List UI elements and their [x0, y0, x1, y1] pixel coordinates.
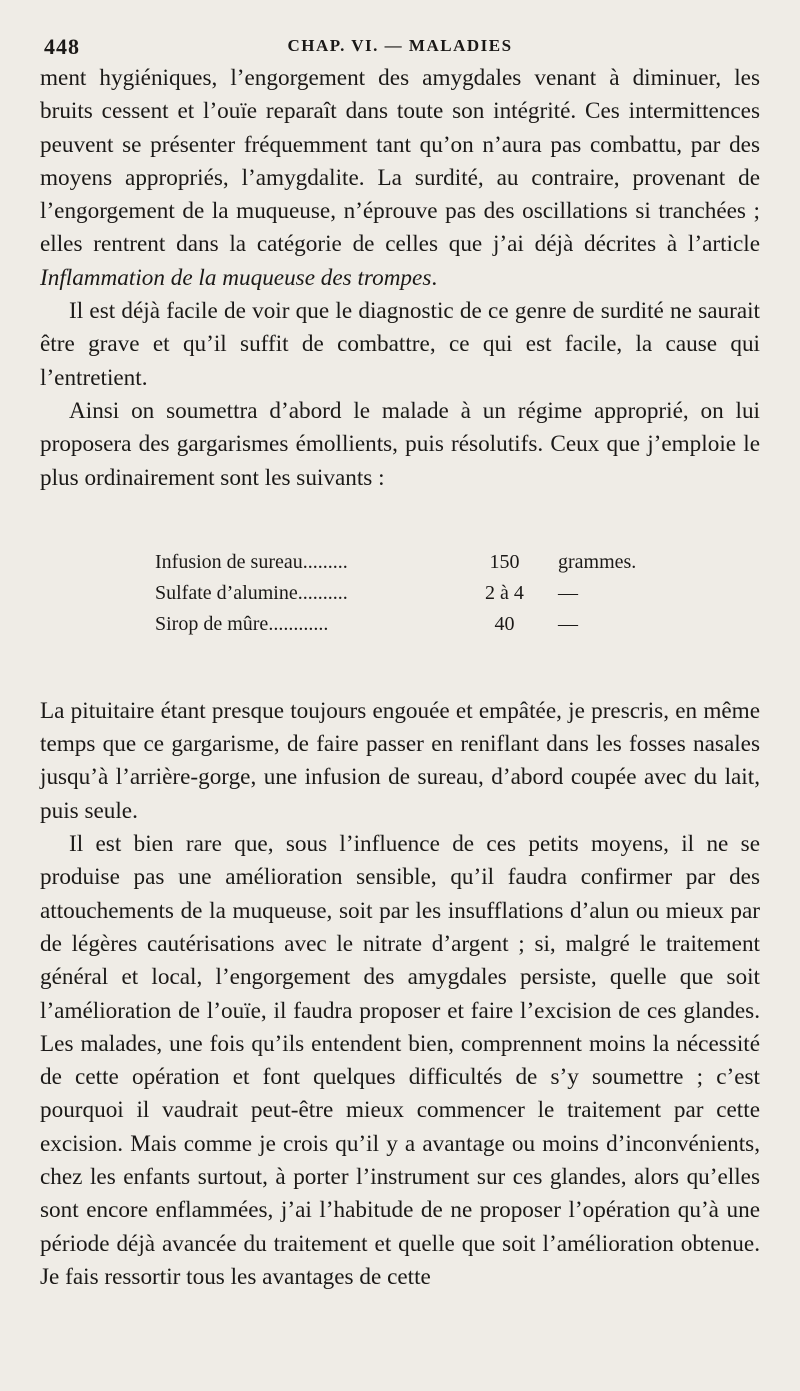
ingredient-unit: —	[558, 581, 578, 604]
paragraph	[40, 62, 760, 295]
running-title: CHAP. VI. — MALADIES	[287, 36, 513, 55]
ingredient-quantity: 150	[489, 550, 520, 573]
formula-row	[155, 609, 760, 640]
formula-row	[155, 547, 760, 578]
paragraph: Il est bien rare que, sous l’influence de ces petits moyens, il ne se produise pas une amélioration sensible, qu’il faudra confirmer par des attouchements de la muqueuse, soit par les insufflations d’alun ou mieux par de légères cautérisations avec le nitrate d’argent ; si, malgré le traitement général et local, l’engorgement des amygdales persiste, quelle que soit l’amélioration de l’ouïe, il faudra proposer et faire l’excision de ces glandes. Les malades, une fois qu’ils entendent bien, comprennent moins la nécessité de cette opération et font quelques difficultés de s’y soumettre ; c’est pourquoi il vaudrait peut-être mieux commencer le traitement par cette excision. Mais comme je crois qu’il y a avantage ou moins d’inconvénients, chez les enfants surtout, à porter l’instrument sur ces glandes, alors qu’elles sont encore enflammées, j’ai l’habitude de ne proposer l’opération qu’à une période déjà avancée du traitement et quelle que soit l’amélioration obtenue. Je fais ressortir tous les avantages de cette	[40, 831, 760, 1290]
ingredient-unit: grammes.	[558, 550, 637, 573]
body-text	[40, 62, 760, 1294]
ingredient-name: Sulfate d’alumine..........	[155, 581, 348, 604]
running-head	[40, 30, 760, 62]
paragraph-text: ment hygiéniques, l’engorgement des amygdales venant à diminuer, les bruits cessent et l’ouïe reparaît dans toute son intégrité. Ces intermittences peuvent se présenter fréquemment tant qu’on n’aura pas combattu, par des moyens appropriés, l’amygdalite. La surdité, au contraire, provenant de l’engorgement de la muqueuse, n’éprouve pas des oscillations si tranchées ; elles rentrent dans la catégorie de celles que j’ai déjà décrites à l’article	[40, 65, 760, 258]
ingredient-quantity: 2 à 4	[485, 581, 524, 604]
page-number: 448	[44, 34, 80, 59]
gargle-formula	[155, 547, 760, 640]
ingredient-unit: —	[558, 612, 578, 635]
ingredient-name: Sirop de mûre............	[155, 612, 329, 635]
paragraph: La pituitaire étant presque toujours engouée et empâtée, je prescris, en même temps que ce gargarisme, de faire passer en reniflant dans les fosses nasales jusqu’à l’arrière-gorge, une infusion de sureau, d’abord coupée avec du lait, puis seule.	[40, 697, 760, 824]
article-reference: Inflammation de la muqueuse des trompes	[40, 264, 432, 291]
formula-row	[155, 578, 760, 609]
ingredient-name: Infusion de sureau.........	[155, 550, 348, 573]
paragraph: Il est déjà facile de voir que le diagnostic de ce genre de surdité ne saurait être grave et qu’il suffit de combattre, ce qui est facile, la cause qui l’entretient.	[40, 298, 760, 391]
ingredient-quantity: 40	[494, 612, 515, 635]
paragraph-text-end: .	[431, 264, 438, 291]
paragraph: Ainsi on soumettra d’abord le malade à un régime approprié, on lui proposera des gargarismes émollients, puis résolutifs. Ceux que j’emploie le plus ordinairement sont les suivants :	[40, 397, 760, 491]
